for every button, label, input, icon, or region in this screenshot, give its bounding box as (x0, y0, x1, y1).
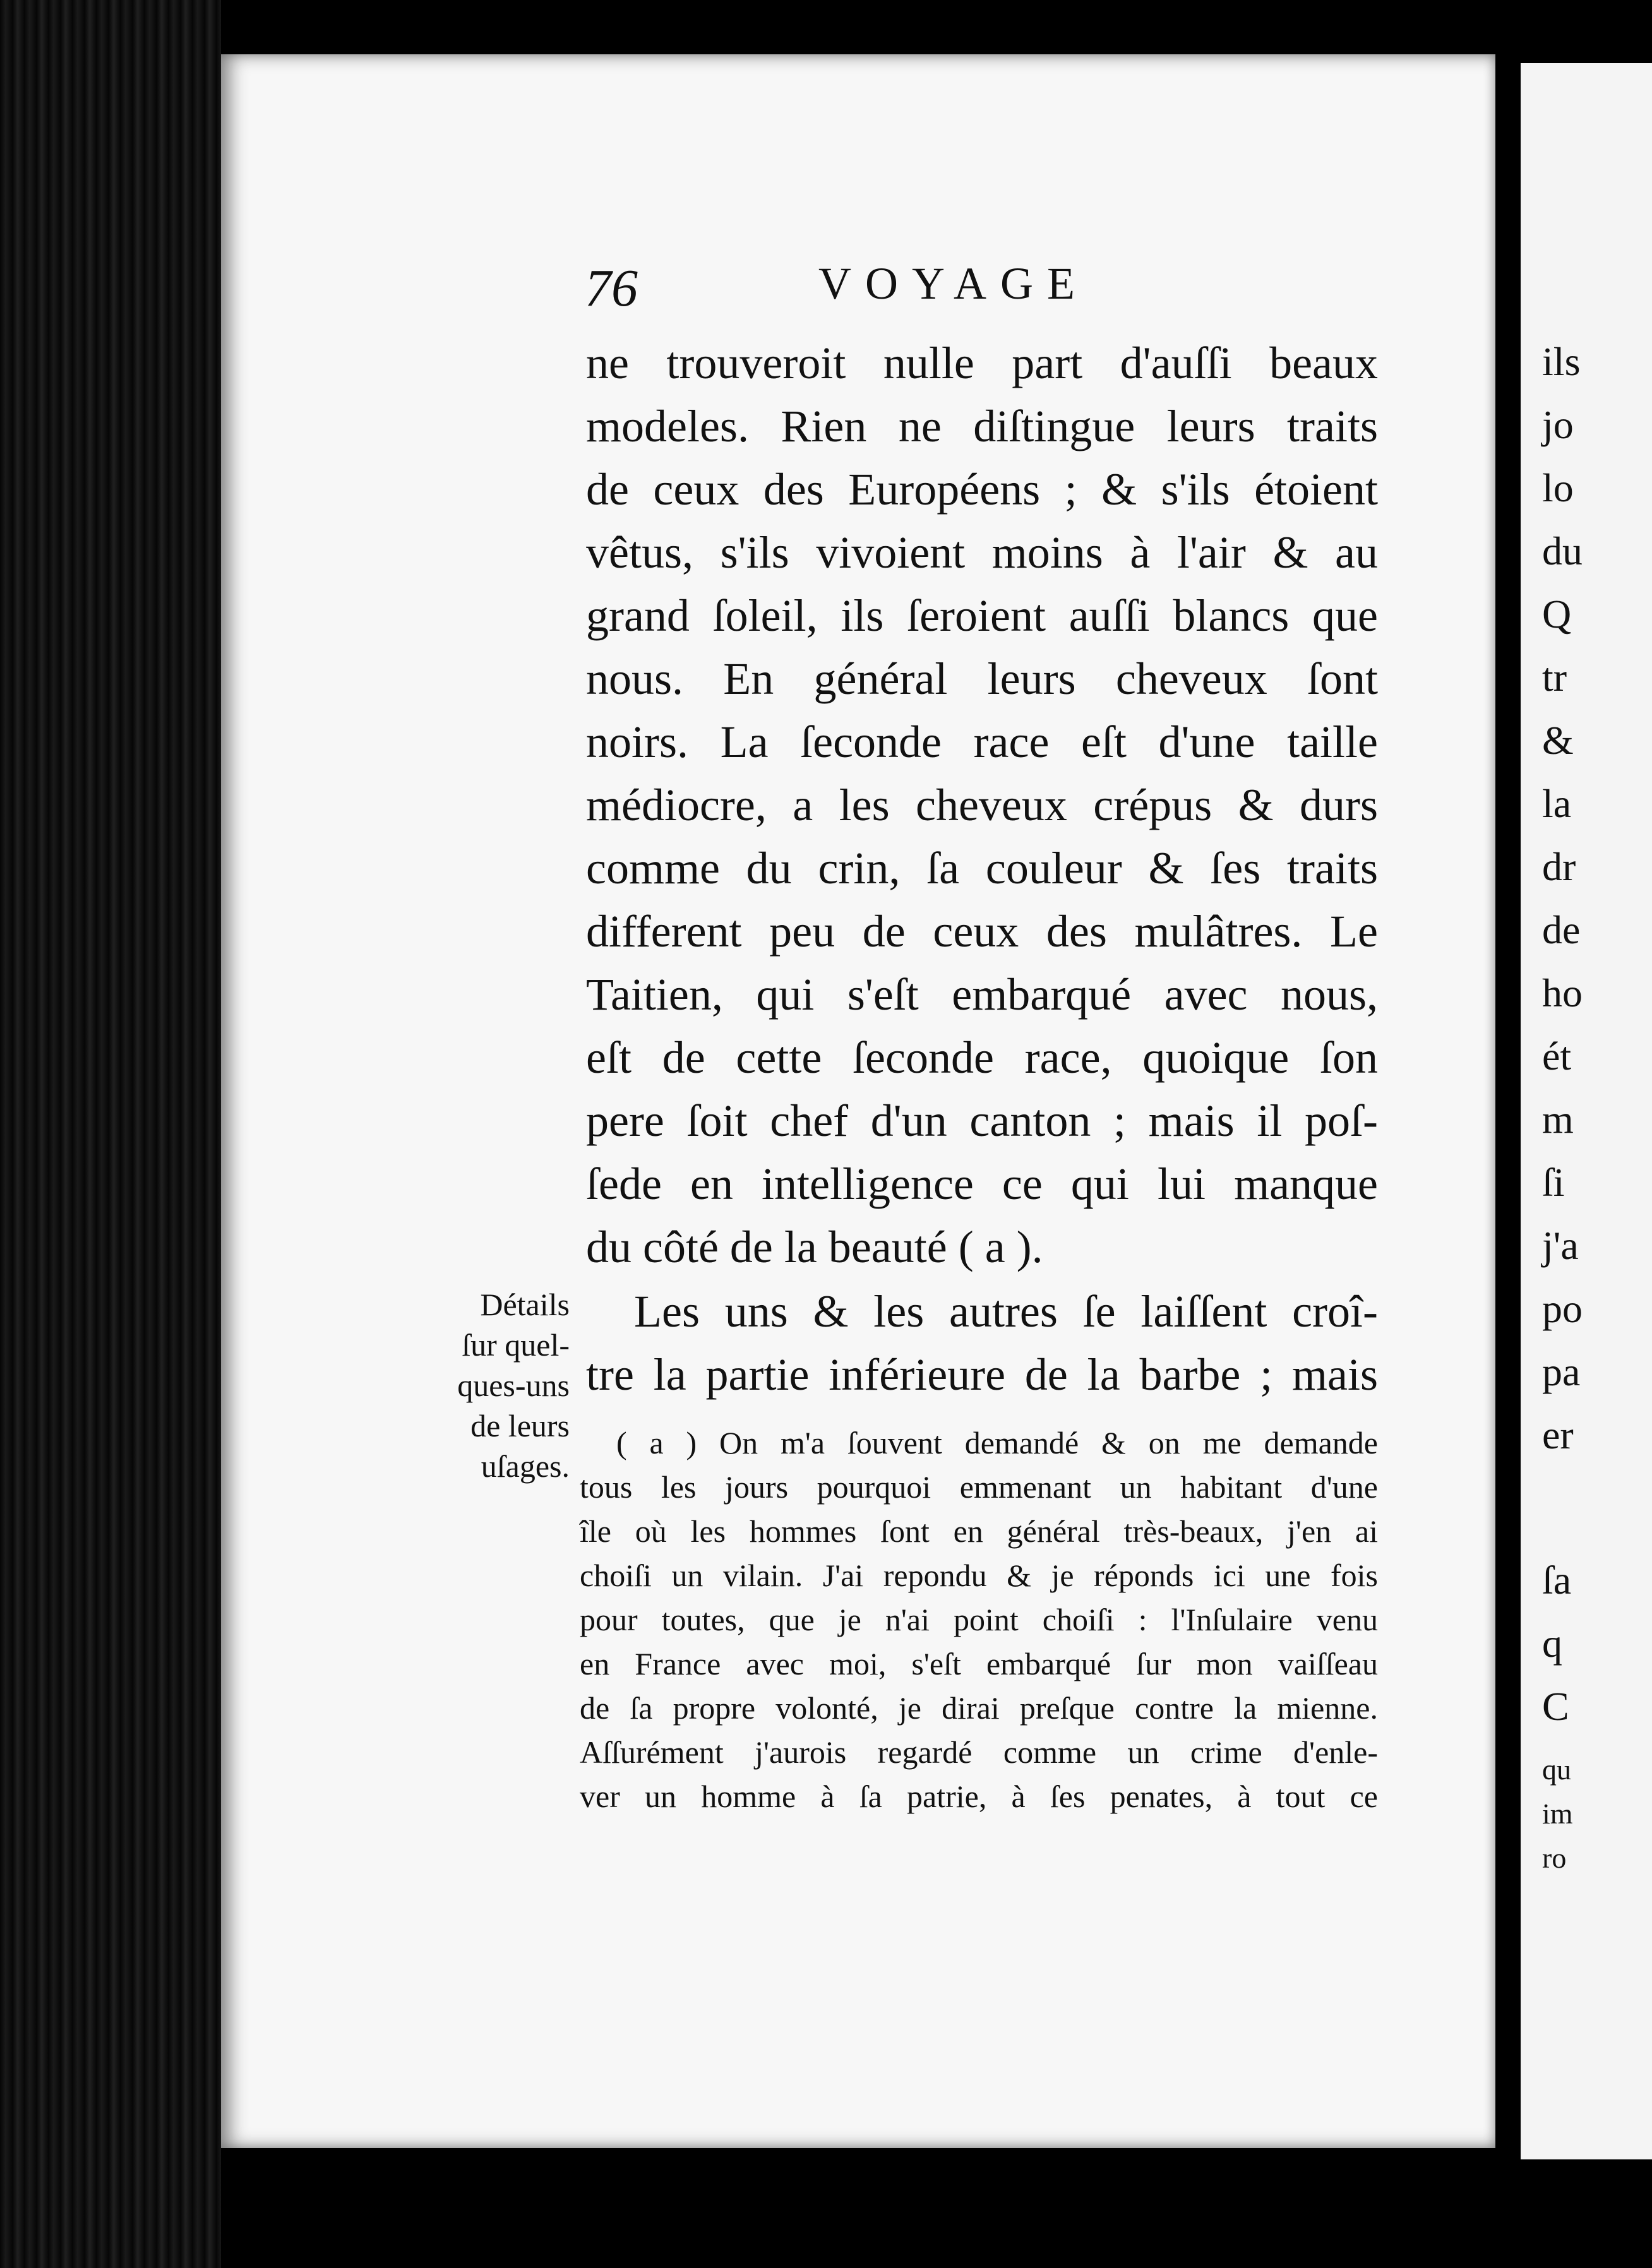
text-line: noirs. La ſeconde race eſt d'une taille (586, 717, 1378, 767)
text-line: de ceux des Européens ; & s'ils étoient (586, 464, 1378, 515)
text-line: modeles. Rien ne diſtingue leurs traits (586, 401, 1378, 451)
page-gutter (1495, 0, 1521, 2268)
text-line: different peu de ceux des mulâtres. Le (586, 906, 1378, 957)
text-line: comme du crin, ſa couleur & ſes traits (586, 843, 1378, 893)
margin-note-line: Détails (480, 1287, 570, 1322)
footnote-line: ( a ) On m'a ſouvent demandé & on me demande (616, 1425, 1378, 1460)
next-page-fragment: ils (1542, 339, 1581, 384)
text-line: ne trouveroit nulle part d'auſſi beaux (586, 338, 1378, 388)
next-page-fragment: la (1542, 781, 1572, 826)
next-page-fragment: j'a (1542, 1223, 1579, 1268)
next-page-fragment: du (1542, 528, 1583, 573)
next-page-fragment: q (1542, 1621, 1562, 1666)
margin-note-line: uſages. (481, 1448, 570, 1484)
footnote-line: ver un homme à ſa patrie, à ſes penates, à tout ce (580, 1779, 1378, 1814)
text-line: Les uns & les autres ſe laiſſent croî- (634, 1286, 1378, 1337)
next-page-fragment: ho (1542, 970, 1583, 1015)
next-page-fragment: po (1542, 1286, 1583, 1331)
footnote-line: de ſa propre volonté, je dirai preſque contre la mienne. (580, 1690, 1378, 1726)
text-line: eſt de cette ſeconde race, quoique ſon (586, 1032, 1378, 1083)
text-line: médiocre, a les cheveux crépus & durs (586, 780, 1378, 830)
text-line: vêtus, s'ils vivoient moins à l'air & au (586, 527, 1378, 578)
footnote-line: île où les hommes ſont en général très-beaux, j'en ai (580, 1513, 1378, 1549)
next-page-fragment: & (1542, 718, 1574, 763)
next-page-fragment: ſi (1542, 1160, 1565, 1205)
footnote-line: Aſſurément j'aurois regardé comme un crime d'enle- (580, 1734, 1378, 1770)
text-line: nous. En général leurs cheveux ſont (586, 654, 1378, 704)
next-page-fragment: dr (1542, 844, 1576, 889)
book-spine (0, 0, 221, 2268)
next-page-fragment: Q (1542, 592, 1572, 636)
next-page-fragment: lo (1542, 465, 1574, 510)
margin-note-line: ſur quel- (462, 1327, 570, 1363)
next-page-fragment: ét (1542, 1034, 1572, 1078)
margin-note-line: de leurs (470, 1408, 570, 1443)
next-page-edge (1521, 63, 1652, 2159)
next-page-fragment: m (1542, 1097, 1574, 1142)
next-page-fragment: tr (1542, 655, 1567, 700)
footnote-line: en France avec moi, s'eſt embarqué ſur mon vaiſſeau (580, 1646, 1378, 1681)
next-page-fragment: jo (1542, 402, 1574, 447)
text-line: Taitien, qui s'eſt embarqué avec nous, (586, 969, 1378, 1020)
next-page-fragment: er (1542, 1412, 1574, 1457)
next-page-fragment: de (1542, 907, 1581, 952)
next-page-fragment: ro (1542, 1842, 1567, 1874)
text-line: grand ſoleil, ils ſeroient auſſi blancs que (586, 590, 1378, 641)
page-number: 76 (585, 259, 638, 318)
next-page-fragment: im (1542, 1798, 1573, 1830)
next-page-fragment: qu (1542, 1753, 1571, 1786)
footnote-line: pour toutes, que je n'ai point choiſi : l'Inſulaire venu (580, 1602, 1378, 1637)
next-page-fragment: C (1542, 1684, 1569, 1729)
next-page-fragment: pa (1542, 1349, 1581, 1394)
margin-note-line: ques-uns (457, 1368, 570, 1403)
footnote-line: tous les jours pourquoi emmenant un habitant d'une (580, 1469, 1378, 1505)
footnote-line: choiſi un vilain. J'ai repondu & je réponds ici une fois (580, 1558, 1378, 1593)
text-line: ſede en intelligence ce qui lui manque (586, 1159, 1378, 1209)
text-line: du côté de la beauté ( a ). (586, 1222, 1043, 1272)
text-line: tre la partie inférieure de la barbe ; mais (586, 1349, 1378, 1400)
text-line: pere ſoit chef d'un canton ; mais il poſ- (586, 1095, 1378, 1146)
next-page-fragment: ſa (1542, 1558, 1572, 1603)
margin-note (427, 1284, 570, 1486)
running-title: VOYAGE (818, 258, 1089, 309)
